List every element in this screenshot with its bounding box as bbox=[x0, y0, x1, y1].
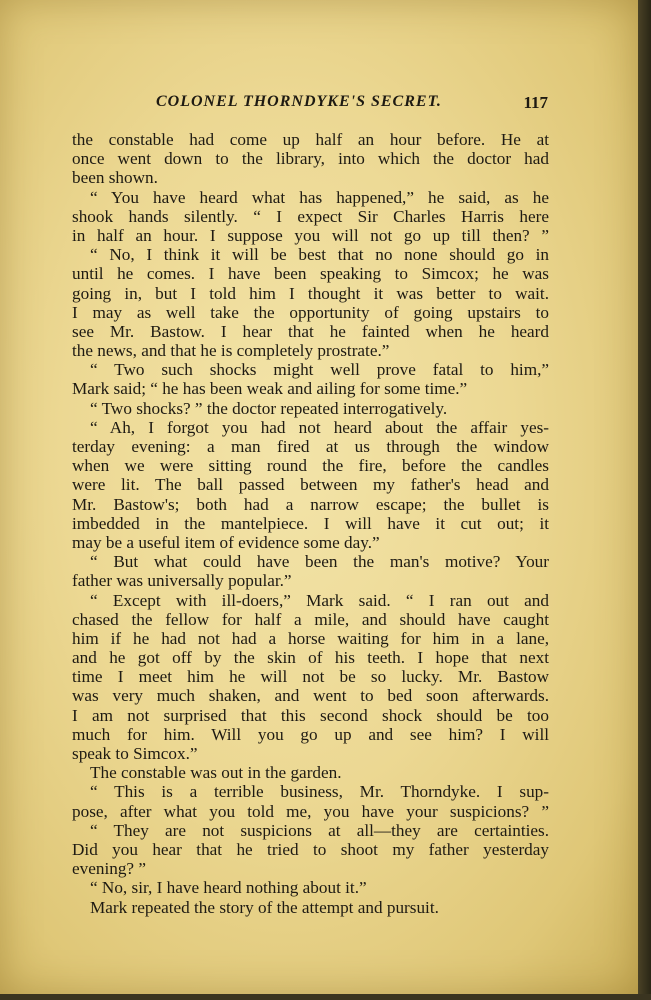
text-line: the constable had come up half an hour before. He at bbox=[72, 130, 549, 149]
text-line: terday evening: a man fired at us through the window bbox=[72, 437, 549, 456]
text-line: “ Except with ill-doers,” Mark said. “ I ran out and bbox=[90, 590, 549, 610]
text-line: when we were sitting round the fire, before the candles bbox=[72, 456, 549, 476]
text-line: “ But what could have been the man's motive? Your bbox=[90, 552, 549, 572]
page-edge-bottom bbox=[0, 994, 651, 1000]
page-number: 117 bbox=[523, 93, 548, 112]
text-line: been shown. bbox=[72, 168, 158, 188]
text-line: Mark repeated the story of the attempt and pursuit. bbox=[90, 897, 439, 917]
text-line: in half an hour. I suppose you will not go up till then? ” bbox=[72, 225, 549, 245]
text-line: time I meet him he will not be so lucky. Mr. Bastow bbox=[72, 667, 549, 687]
text-line: Mr. Bastow's; both had a narrow escape; the bullet is bbox=[72, 494, 549, 514]
text-line: speak to Simcox.” bbox=[72, 744, 198, 763]
text-line: “ No, I think it will be best that no none should go in bbox=[90, 245, 549, 265]
text-line: pose, after what you told me, you have your suspicions? ” bbox=[72, 801, 549, 821]
text-line: going in, but I told him I thought it was better to wait. bbox=[72, 283, 549, 303]
text-line: may be a useful item of evidence some day.” bbox=[72, 532, 380, 552]
text-line: The constable was out in the garden. bbox=[90, 763, 342, 783]
text-line: father was universally popular.” bbox=[72, 571, 292, 591]
text-line: was very much shaken, and went to bed soon afterwards. bbox=[72, 686, 549, 706]
text-line: until he comes. I have been speaking to Simcox; he was bbox=[72, 264, 549, 284]
text-line: him if he had not had a horse waiting for him in a lane, bbox=[72, 628, 549, 648]
text-line: “ This is a terrible business, Mr. Thorndyke. I sup- bbox=[90, 782, 549, 802]
text-line: chased the fellow for half a mile, and should have caught bbox=[72, 609, 549, 629]
page-header bbox=[72, 93, 548, 115]
body-text bbox=[72, 130, 549, 917]
text-line: “ Two shocks? ” the doctor repeated interrogatively. bbox=[90, 398, 448, 418]
text-line: Did you hear that he tried to shoot my father yesterday bbox=[72, 839, 549, 859]
text-line: “ No, sir, I have heard nothing about it.” bbox=[90, 878, 367, 898]
text-line: “ Ah, I forgot you had not heard about the affair yes- bbox=[90, 417, 549, 437]
text-line: see Mr. Bastow. I hear that he fainted when he heard bbox=[72, 321, 549, 341]
text-line: shook hands silently. “ I expect Sir Charles Harris here bbox=[72, 206, 549, 226]
text-line: Mark said; “ he has been weak and ailing for some time.” bbox=[72, 379, 468, 399]
page-edge bbox=[638, 0, 651, 1000]
text-line: once went down to the library, into which the doctor had bbox=[72, 149, 549, 169]
running-title: COLONEL THORNDYKE'S SECRET. bbox=[156, 93, 442, 110]
text-line: imbedded in the mantelpiece. I will have it cut out; it bbox=[72, 513, 549, 533]
text-line: evening? ” bbox=[72, 859, 146, 879]
text-line: I am not surprised that this second shock should be too bbox=[72, 705, 549, 725]
text-line: “ They are not suspicions at all—they are certainties. bbox=[90, 820, 549, 840]
text-line: much for him. Will you go up and see him? I will bbox=[72, 724, 549, 744]
text-line: were lit. The ball passed between my father's head and bbox=[72, 475, 549, 495]
text-line: the news, and that he is completely prostrate.” bbox=[72, 341, 390, 361]
text-line: “ You have heard what has happened,” he said, as he bbox=[90, 187, 549, 207]
text-line: “ Two such shocks might well prove fatal to him,” bbox=[90, 360, 549, 380]
text-line: I may as well take the opportunity of going upstairs to bbox=[72, 302, 549, 322]
text-line: and he got off by the skin of his teeth. I hope that next bbox=[72, 648, 549, 668]
